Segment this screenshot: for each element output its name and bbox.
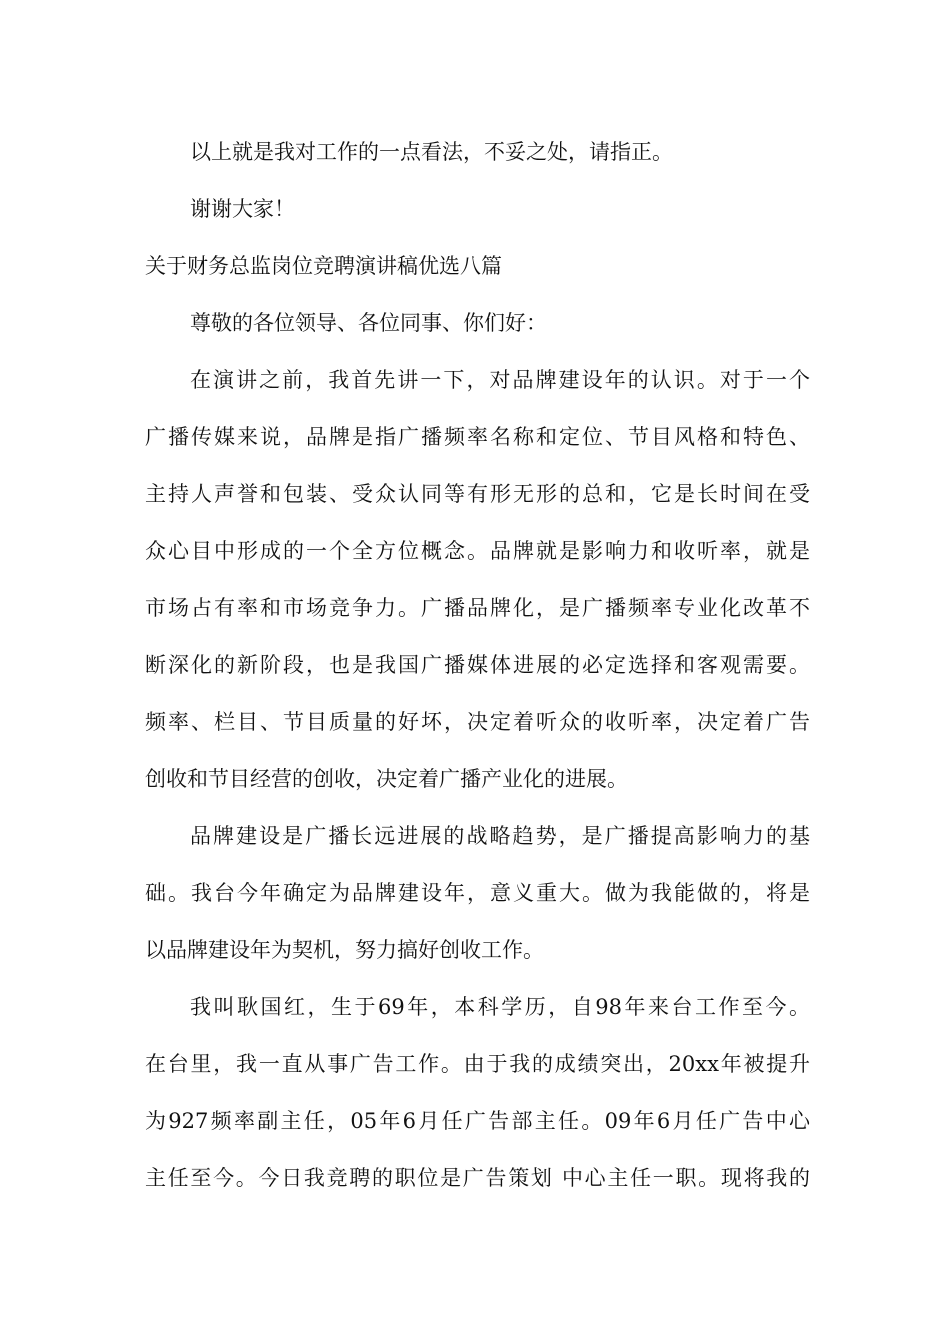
body-line: 础。我台今年确定为品牌建设年，意义重大。做为我能做的，将是 [145,881,810,905]
body-line: 创收和节目经营的创收，决定着广播产业化的进展。 [145,767,628,791]
paragraph-thanks: 谢谢大家！ [190,197,295,221]
paragraph-closing-remark: 以上就是我对工作的一点看法，不妥之处，请指正。 [190,140,673,164]
body-line: 主任至今。今日我竞聘的职位是广告策划 中心主任一职。现将我的 [145,1166,810,1190]
body-line: 以品牌建设年为契机，努力搞好创收工作。 [145,938,544,962]
body-line: 市场占有率和市场竞争力。广播品牌化，是广播频率专业化改革不 [145,596,810,620]
body-line: 为927频率副主任，05年6月任广告部主任。09年6月任广告中心 [145,1109,810,1133]
body-line: 主持人声誉和包装、受众认同等有形无形的总和，它是长时间在受 [145,482,810,506]
body-line: 频率、栏目、节目质量的好坏，决定着听众的收听率，决定着广告 [145,710,810,734]
section-title: 关于财务总监岗位竞聘演讲稿优选八篇 [145,254,502,278]
body-line: 在演讲之前，我首先讲一下，对品牌建设年的认识。对于一个 [190,368,810,392]
body-line: 在台里，我一直从事广告工作。由于我的成绩突出，20xx年被提升 [145,1052,810,1076]
body-line: 品牌建设是广播长远进展的战略趋势，是广播提高影响力的基 [190,824,810,848]
body-line: 众心目中形成的一个全方位概念。品牌就是影响力和收听率，就是 [145,539,810,563]
body-line: 断深化的新阶段，也是我国广播媒体进展的必定选择和客观需要。 [145,653,810,677]
salutation: 尊敬的各位领导、各位同事、你们好： [190,311,547,335]
body-line: 广播传媒来说，品牌是指广播频率名称和定位、节目风格和特色、 [145,425,810,449]
body-line: 我叫耿国红，生于69年，本科学历，自98年来台工作至今。 [190,995,810,1019]
